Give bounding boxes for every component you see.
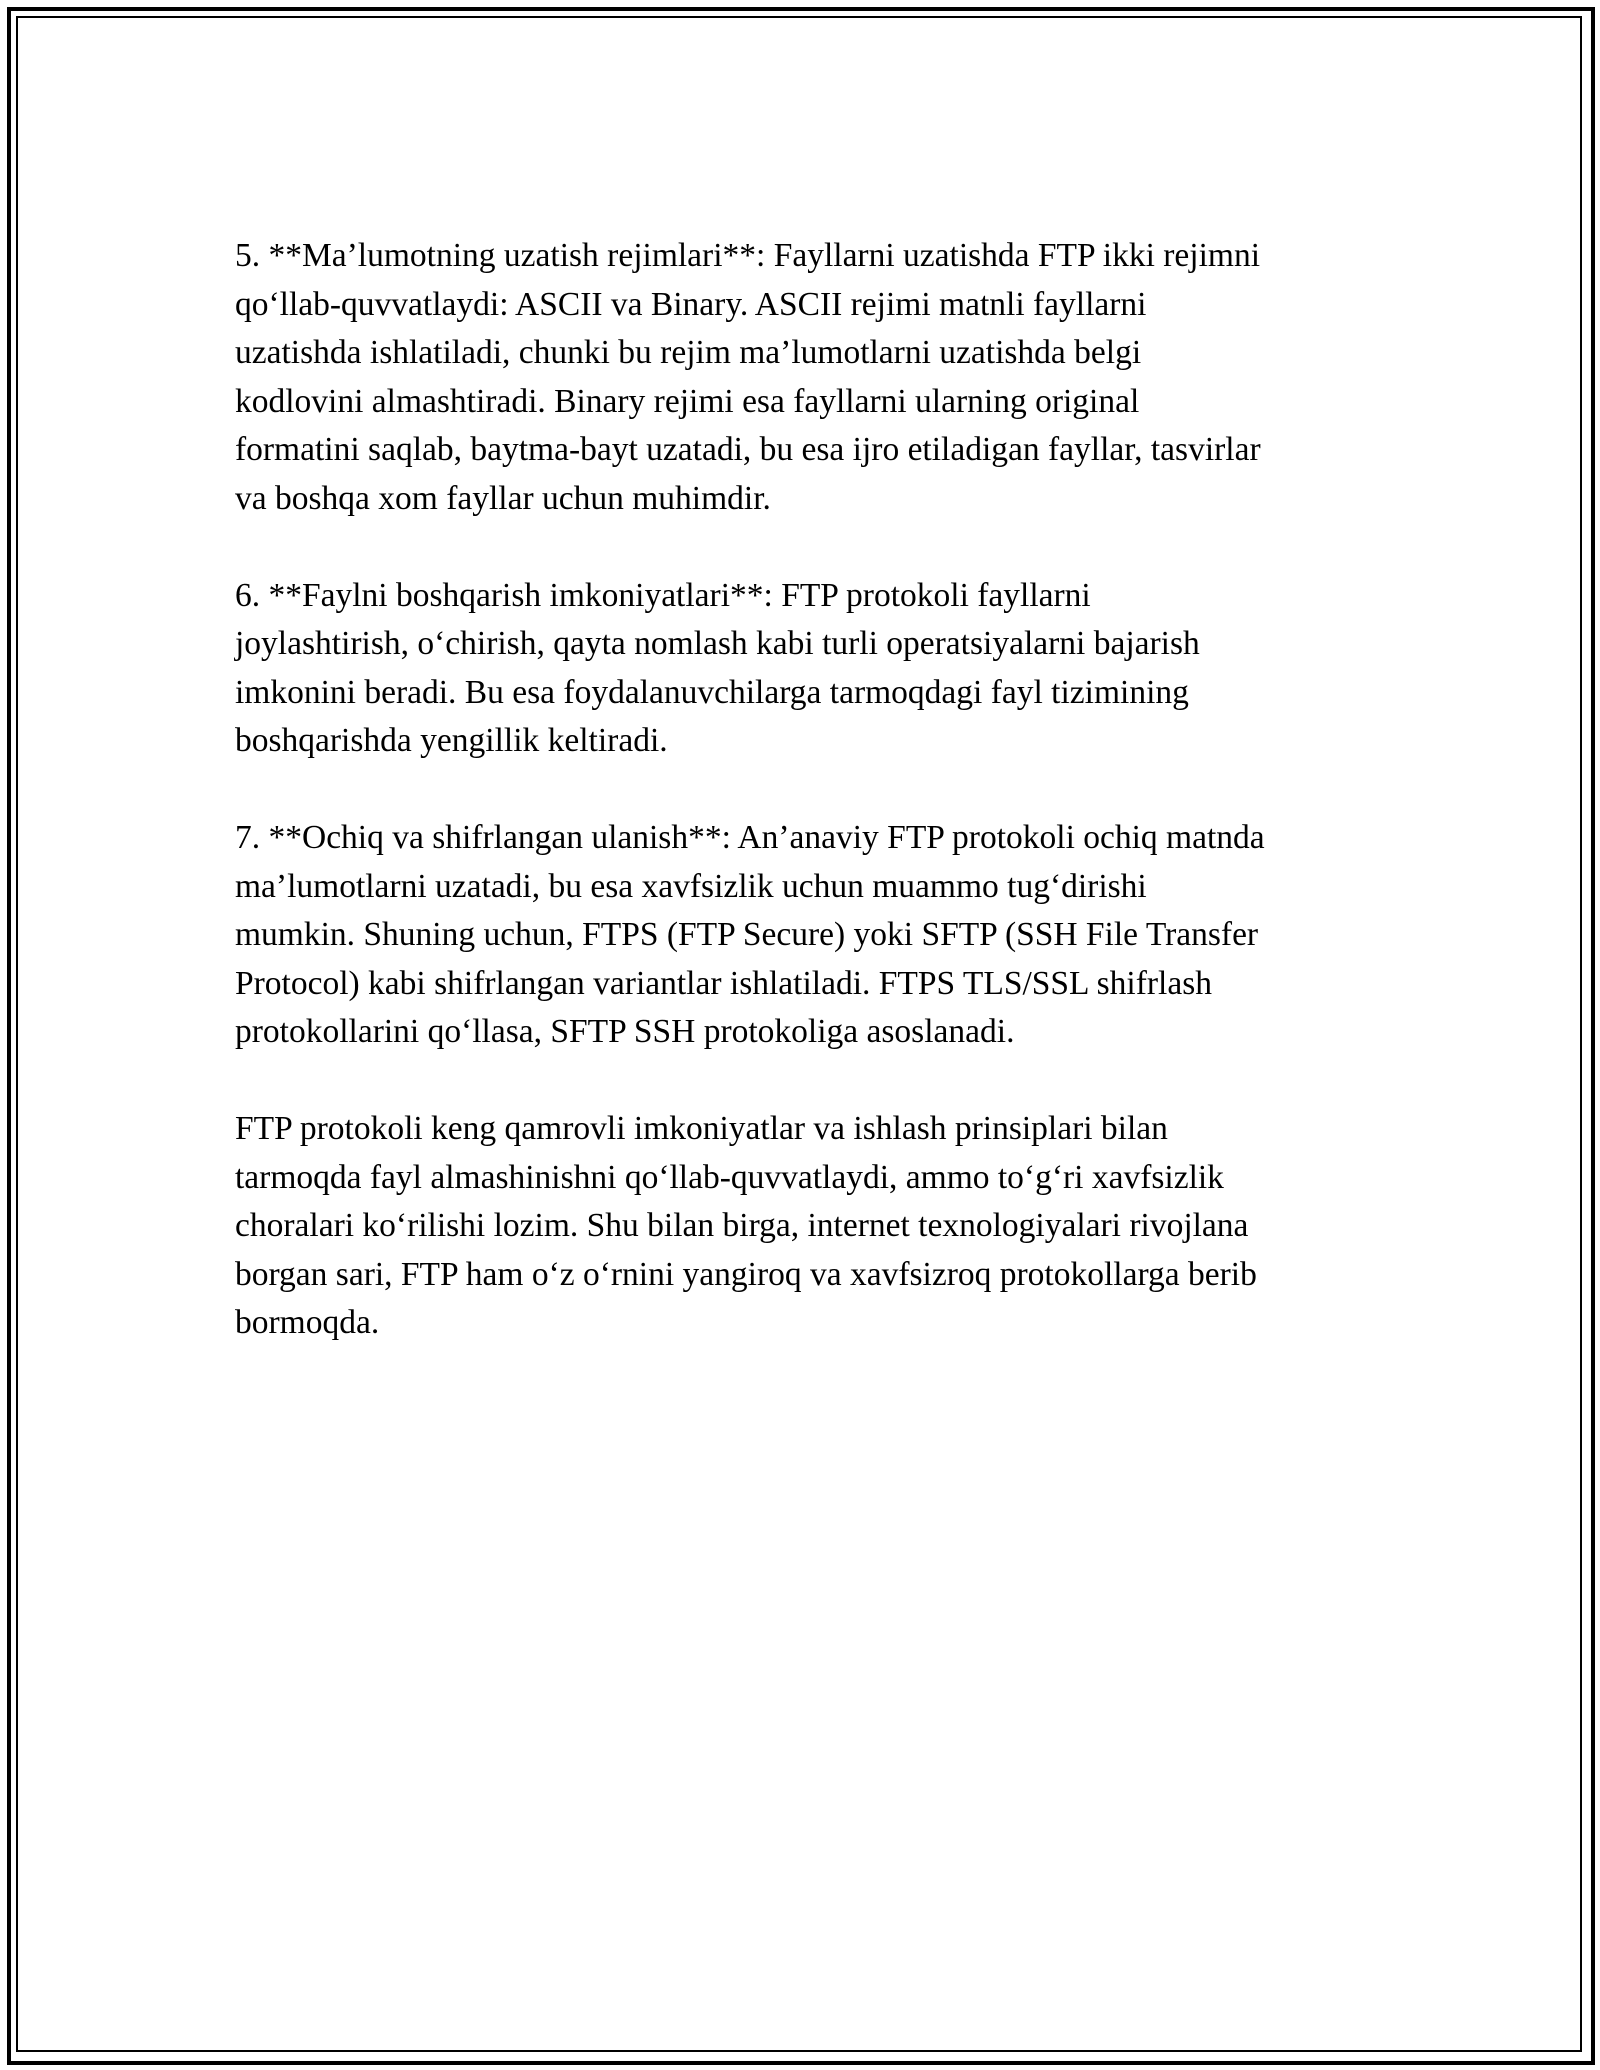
paragraph-transfer-modes: 5. **Ma’lumotning uzatish rejimlari**: Fayllarni uzatishda FTP ikki rejimni qo‘llab-quvvatlaydi: ASCII va Binary. ASCII rejimi matnli fayllarni uzatishda ishlatiladi, chunki bu rejim ma’lumotlarni uzatishda belgi kodlovini almashtiradi. Binary rejimi esa fayllarni ularning original formatini saqlab, baytma-bayt uzatadi, bu esa ijro etiladigan fayllar, tasvirlar va boshqa xom fayllar uchun muhimdir. <box>235 237 1261 517</box>
paragraph-file-management: 6. **Faylni boshqarish imkoniyatlari**: FTP protokoli fayllarni joylashtirish, o‘chirish, qayta nomlash kabi turli operatsiyalarni bajarish imkonini beradi. Bu esa foydalanuvchilarga tarmoqdagi fayl tizimining boshqarishda yengillik keltiradi. <box>235 576 1200 759</box>
paragraph-open-encrypted-connection: 7. **Ochiq va shifrlangan ulanish**: An’anaviy FTP protokoli ochiq matnda ma’lumotlarni uzatadi, bu esa xavfsizlik uchun muammo tug‘dirishi mumkin. Shuning uchun, FTPS (FTP Secure) yoki SFTP (SSH File Transfer Protocol) kabi shifrlangan variantlar ishlatiladi. FTPS TLS/SSL shifrlash protokollarini qo‘llasa, SFTP SSH protokoliga asoslanadi. <box>235 819 1265 1050</box>
document-body <box>235 232 1375 1396</box>
paragraph-conclusion: FTP protokoli keng qamrovli imkoniyatlar va ishlash prinsiplari bilan tarmoqda fayl almashinishni qo‘llab-quvvatlaydi, ammo to‘g‘ri xavfsizlik choralari ko‘rilishi lozim. Shu bilan birga, internet texnologiyalari rivojlana borgan sari, FTP ham o‘z o‘rnini yangiroq va xavfsizroq protokollarga berib bormoqda. <box>235 1110 1257 1341</box>
